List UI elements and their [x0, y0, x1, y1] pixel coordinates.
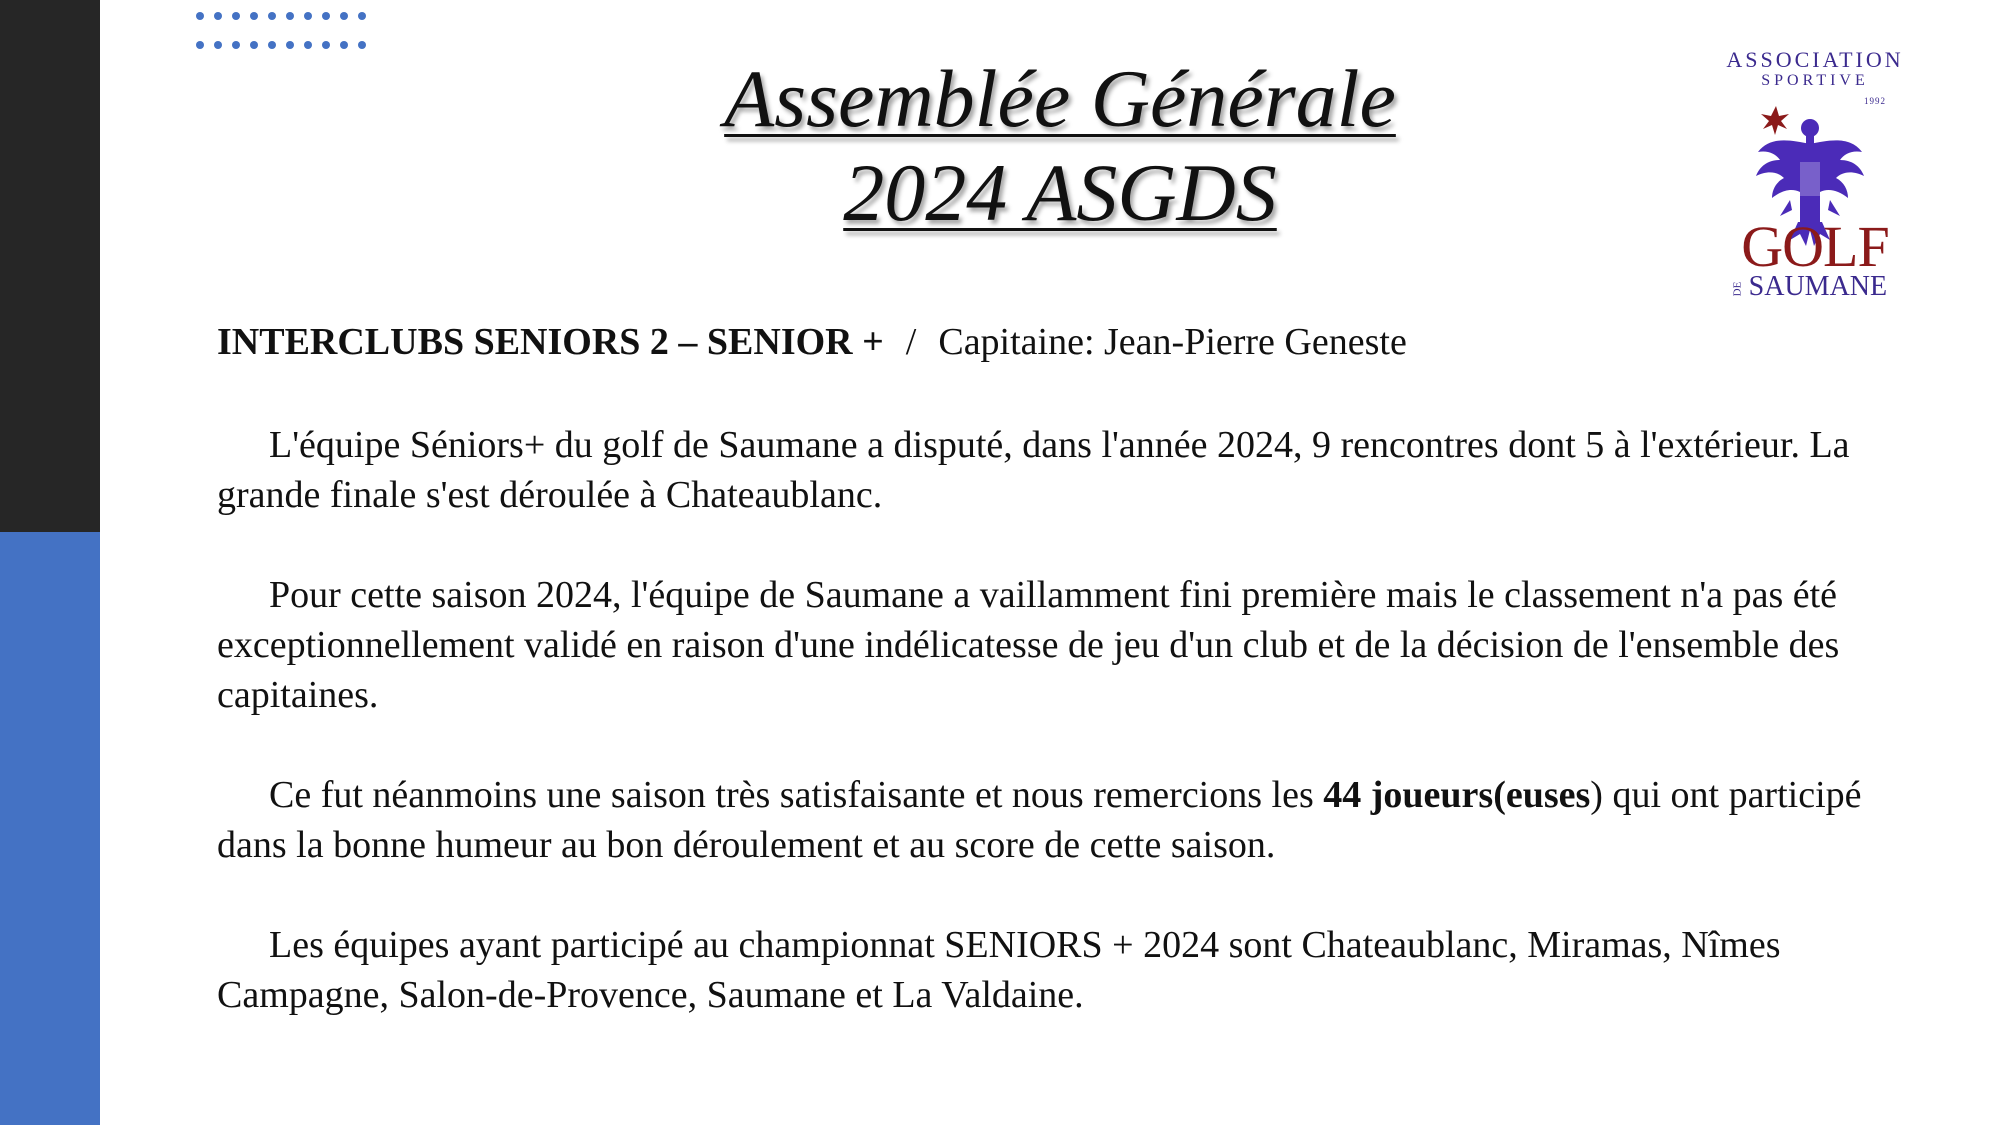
dot	[232, 12, 240, 20]
title-line-1: Assemblée Générale	[724, 53, 1396, 144]
slide-title	[560, 52, 1560, 240]
paragraph-3-text-after: ) qui ont participé dans la bonne humeur au bon déroulement et au score de cette saison.	[217, 774, 1862, 866]
captain-name: Capitaine: Jean-Pierre Geneste	[938, 321, 1407, 363]
section-name: INTERCLUBS SENIORS 2 – SENIOR +	[217, 321, 884, 363]
dot	[214, 12, 222, 20]
dot	[358, 12, 366, 20]
dot	[196, 41, 204, 49]
dot	[232, 41, 240, 49]
club-logo	[1700, 48, 1930, 308]
paragraph-3-text-before: Ce fut néanmoins une saison très satisfaisante et nous remercions les	[269, 774, 1324, 816]
sidebar-blue-band	[0, 532, 100, 1125]
paragraph-1-text: L'équipe Séniors+ du golf de Saumane a disputé, dans l'année 2024, 9 rencontres dont 5 à l'extérieur. La grande finale s'est déroulée à Chateaublanc.	[217, 424, 1850, 516]
dot	[340, 12, 348, 20]
dot	[196, 12, 204, 20]
dot	[250, 41, 258, 49]
dot	[304, 12, 312, 20]
paragraph-matches	[217, 420, 1887, 520]
dot	[340, 41, 348, 49]
logo-saumane-text: SAUMANE	[1748, 271, 1888, 302]
paragraph-4-text: Les équipes ayant participé au championnat SENIORS + 2024 sont Chateaublanc, Miramas, Nîmes Campagne, Salon-de-Provence, Saumane et La Valdaine.	[217, 924, 1781, 1016]
title-line-2: 2024 ASGDS	[843, 147, 1277, 238]
dot	[358, 41, 366, 49]
logo-de-text: DE	[1731, 281, 1744, 296]
paragraph-thanks	[217, 770, 1887, 870]
logo-saumane-line	[1730, 272, 1930, 304]
dot	[250, 12, 258, 20]
sidebar-dark-band	[0, 0, 100, 532]
dot	[268, 41, 276, 49]
dot	[214, 41, 222, 49]
decorative-dot-grid	[196, 12, 376, 49]
dot	[322, 41, 330, 49]
logo-golf-text: GOLF	[1741, 214, 1889, 279]
section-heading	[217, 320, 1407, 364]
heading-separator: /	[905, 321, 917, 363]
logo-sportive-text: SPORTIVE	[1761, 72, 1869, 89]
logo-year: 1992	[1864, 96, 1886, 106]
paragraph-2-text: Pour cette saison 2024, l'équipe de Saumane a vaillamment fini première mais le classement n'a pas été exceptionnellement validé en raison d'une indélicatesse de jeu d'un club et de la décision de l'ensemble des capitaines.	[217, 574, 1840, 716]
dot	[286, 41, 294, 49]
logo-association-text: ASSOCIATION	[1726, 47, 1904, 72]
dot	[322, 12, 330, 20]
paragraph-season-result	[217, 570, 1887, 720]
dot	[304, 41, 312, 49]
dot	[268, 12, 276, 20]
dot	[286, 12, 294, 20]
player-count-highlight: 44 joueurs(euses	[1323, 774, 1591, 816]
paragraph-teams	[217, 920, 1887, 1020]
